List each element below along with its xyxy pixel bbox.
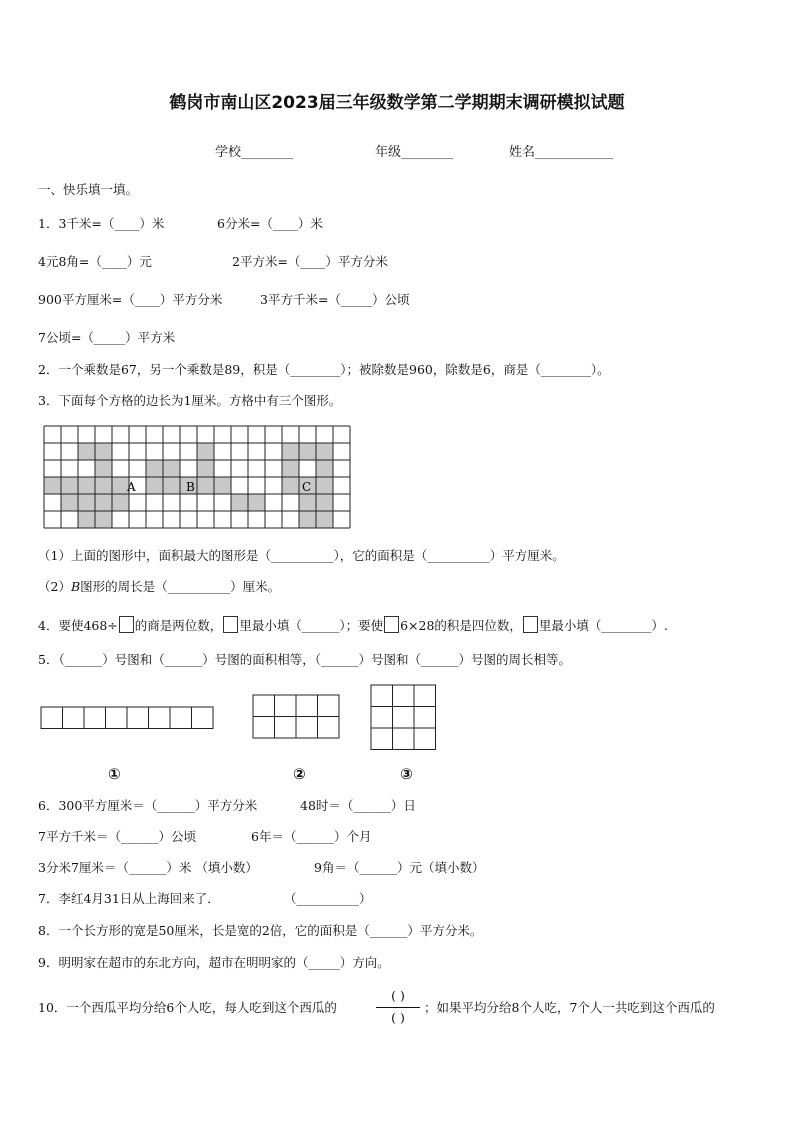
unit-square	[192, 707, 214, 729]
answer-box[interactable]	[523, 616, 538, 633]
shaded-cell	[299, 511, 316, 528]
unit-square	[63, 707, 85, 729]
grade-field: 年级________	[375, 145, 454, 160]
q3-stem: 3．下面每个方格的边长为1厘米。方格中有三个图形。	[38, 393, 342, 408]
shaded-cell	[197, 460, 214, 477]
shaded-cell	[78, 511, 95, 528]
q1-c: 4元8角=（____）元	[38, 254, 152, 269]
shaded-cell	[248, 494, 265, 511]
shaded-cell	[316, 477, 333, 494]
shaded-cell	[231, 494, 248, 511]
shaded-cell	[163, 460, 180, 477]
figure-1-label: ①	[108, 765, 121, 783]
q7-blank: （__________）	[284, 891, 372, 906]
q3-grid-figure	[43, 425, 355, 531]
q3-part2: （2）B图形的周长是（__________）厘米。	[38, 579, 281, 594]
unit-square	[275, 695, 297, 717]
shaded-cell	[95, 477, 112, 494]
unit-square	[318, 717, 340, 739]
unit-square	[296, 695, 318, 717]
unit-square	[253, 695, 275, 717]
q6-d: 6年＝（______）个月	[251, 829, 372, 844]
shaded-cell	[299, 443, 316, 460]
shaded-cell	[78, 494, 95, 511]
unit-square	[275, 717, 297, 739]
unit-square	[393, 728, 415, 750]
unit-square	[84, 707, 106, 729]
figure-2-rectangle	[252, 694, 340, 739]
q6-c: 7平方千米＝（______）公顷	[38, 829, 196, 844]
shape-label-c: C	[302, 480, 312, 494]
figure-1-strip	[40, 706, 214, 729]
figure-3-label: ③	[400, 765, 413, 783]
shaded-cell	[44, 477, 61, 494]
answer-box[interactable]	[119, 616, 134, 633]
shaded-cell	[95, 494, 112, 511]
unit-square	[253, 717, 275, 739]
shaded-cell	[95, 511, 112, 528]
shaded-cell	[299, 494, 316, 511]
q6-b: 48时＝（______）日	[300, 798, 416, 813]
fraction-numerator: ( )	[391, 988, 405, 1003]
shaded-cell	[316, 494, 333, 511]
unit-square	[371, 685, 393, 707]
shaded-cell	[78, 477, 95, 494]
name-field: 姓名____________	[509, 145, 614, 160]
shaded-cell	[163, 477, 180, 494]
school-field: 学校________	[215, 145, 294, 160]
answer-box[interactable]	[384, 616, 399, 633]
shaded-cell	[95, 460, 112, 477]
shaded-cell	[61, 494, 78, 511]
section-heading: 一、快乐填一填。	[38, 182, 139, 197]
page-title: 鹤岗市南山区2023届三年级数学第二学期期末调研模拟试题	[169, 93, 625, 113]
q5-stem: 5．（______）号图和（______）号图的面积相等，（______）号图和（______）号图的周长相等。	[38, 652, 571, 667]
shaded-cell	[146, 477, 163, 494]
answer-box[interactable]	[223, 616, 238, 633]
q1-b: 6分米=（____）米	[217, 216, 323, 231]
q6-e: 3分米7厘米＝（______）米 （填小数）	[38, 860, 258, 875]
q10-pre: 10．一个西瓜平均分给6个人吃，每人吃到这个西瓜的	[38, 1000, 337, 1015]
q8: 8．一个长方形的宽是50厘米，长是宽的2倍，它的面积是（______）平方分米。	[38, 923, 483, 938]
q10-fraction	[376, 988, 420, 1025]
q1-f: 3平方千米=（_____）公顷	[260, 292, 410, 307]
q4: 4．要使468÷ 的商是两位数， 里最小填（______）；要使 6×28的积是四位数， 里最小填（________）.	[38, 618, 668, 633]
shaded-cell	[95, 443, 112, 460]
shaded-cell	[78, 443, 95, 460]
shaded-cell	[112, 494, 129, 511]
unit-square	[149, 707, 171, 729]
q1-a: 1．3千米=（____）米	[38, 216, 165, 231]
shape-label-a: A	[127, 480, 136, 494]
shaded-cell	[61, 477, 78, 494]
unit-square	[414, 685, 436, 707]
shaded-cell	[146, 460, 163, 477]
q7: 7．李红4月31日从上海回来了．	[38, 891, 220, 906]
unit-square	[393, 707, 415, 729]
figure-3-square	[370, 684, 437, 751]
q10-post: ；如果平均分给8个人吃，7个人一共吃到这个西瓜的	[424, 1000, 715, 1015]
q2: 2．一个乘数是67，另一个乘数是89，积是（________）；被除数是960，除数是6，商是（________）。	[38, 362, 610, 377]
unit-square	[414, 728, 436, 750]
unit-square	[414, 707, 436, 729]
unit-square	[371, 728, 393, 750]
unit-square	[393, 685, 415, 707]
unit-square	[41, 707, 63, 729]
shaded-cell	[282, 443, 299, 460]
unit-square	[106, 707, 128, 729]
shaded-cell	[316, 443, 333, 460]
q6-a: 6．300平方厘米＝（______）平方分米	[38, 798, 258, 813]
shape-label-b: B	[186, 480, 195, 494]
q3-part1: （1）上面的图形中，面积最大的图形是（__________），它的面积是（__________）平方厘米。	[38, 548, 565, 563]
shaded-cell	[214, 477, 231, 494]
shaded-cell	[282, 477, 299, 494]
q6-f: 9角＝（______）元（填小数）	[314, 860, 485, 875]
shaded-cell	[197, 477, 214, 494]
fraction-bar	[376, 1007, 420, 1008]
unit-square	[127, 707, 149, 729]
unit-square	[296, 717, 318, 739]
unit-square	[170, 707, 192, 729]
unit-square	[371, 707, 393, 729]
q1-e: 900平方厘米=（____）平方分米	[38, 292, 223, 307]
figure-2-label: ②	[293, 765, 306, 783]
shaded-cell	[197, 443, 214, 460]
q1-d: 2平方米=（____）平方分米	[232, 254, 388, 269]
unit-square	[318, 695, 340, 717]
q9: 9．明明家在超市的东北方向，超市在明明家的（_____）方向。	[38, 955, 390, 970]
shaded-cell	[316, 460, 333, 477]
shaded-cell	[316, 511, 333, 528]
shaded-cell	[282, 460, 299, 477]
fraction-denominator: ( )	[391, 1010, 405, 1025]
q1-g: 7公顷=（_____）平方米	[38, 330, 176, 345]
